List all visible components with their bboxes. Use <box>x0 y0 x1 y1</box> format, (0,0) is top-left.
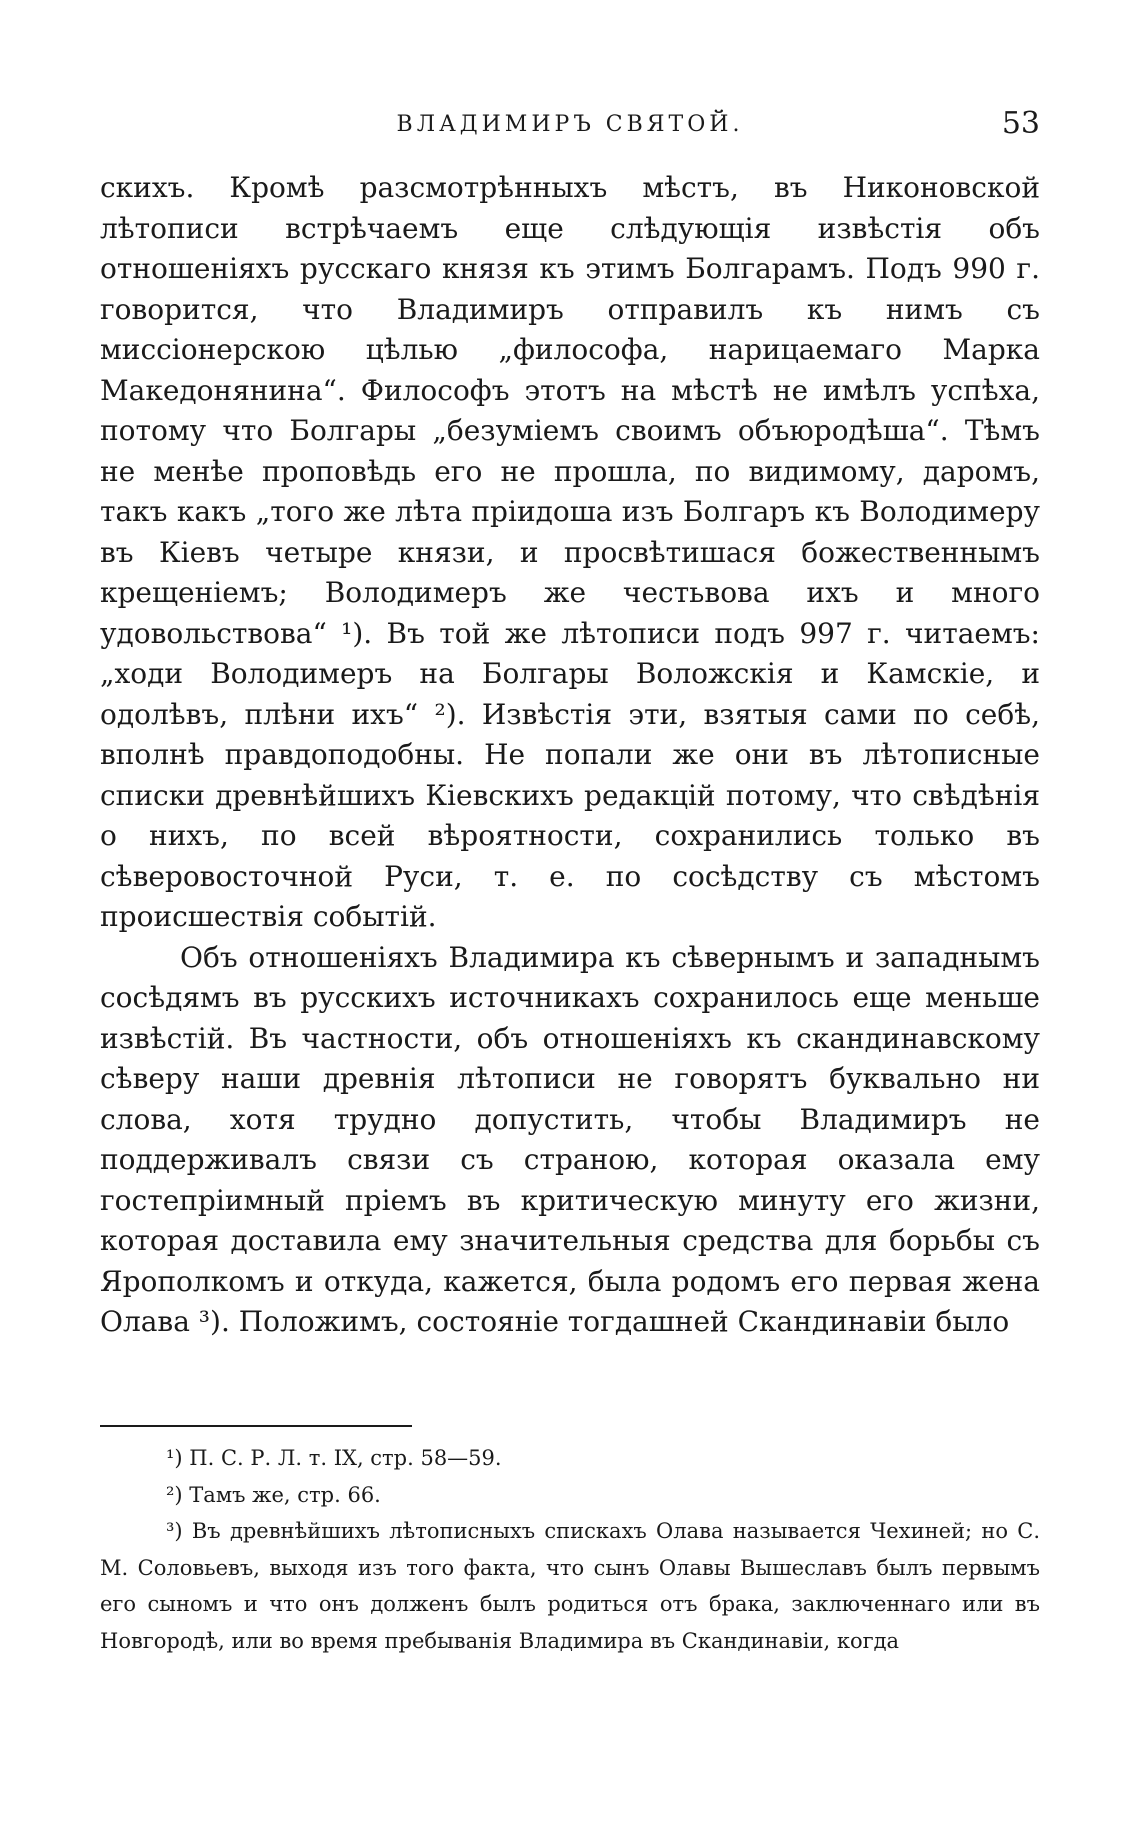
running-head <box>100 106 1040 152</box>
running-title: ВЛАДИМИРЪ СВЯТОЙ. <box>396 112 744 137</box>
footnote: ¹) П. С. Р. Л. т. IX, стр. 58—59. <box>166 1446 502 1470</box>
footnote-divider <box>100 1425 412 1427</box>
footnote: ²) Тамъ же, стр. 66. <box>166 1482 381 1507</box>
page-number: 53 <box>1001 106 1040 141</box>
footnotes <box>100 1440 1040 1659</box>
paragraph: скихъ. Кромѣ разсмотрѣнныхъ мѣстъ, въ Никоновской лѣтописи встрѣчаемъ еще слѣдующія извѣстія объ отношеніяхъ русскаго князя къ этимъ Болгарамъ. Подъ 990 г. говорится, что Владимиръ отправилъ къ нимъ съ миссіонерскою цѣлью „философа, нарицаемаго Марка Македонянина“. Философъ этотъ на мѣстѣ не имѣлъ успѣха, потому что Болгары „безуміемъ своимъ объюродѣша“. Тѣмъ не менѣе проповѣдь его не прошла, по видимому, даромъ, такъ какъ „того же лѣта пріидоша изъ Болгаръ къ Володимеру въ Кіевъ четыре князи, и просвѣтишася божественнымъ крещеніемъ; Володимеръ же честьвова ихъ и много удовольствова“ ¹). Въ той же лѣтописи подъ 997 г. читаемъ: „ходи Володимеръ на Болгары Воложскія и Камскіе, и одолѣвъ, плѣни ихъ“ ²). Извѣстія эти, взятыя сами по себѣ, вполнѣ правдоподобны. Не попали же они въ лѣтописные списки древнѣйшихъ Кіевскихъ редакцій потому, что свѣдѣнія о нихъ, по всей вѣроятности, сохранились только въ сѣверовосточной Руси, т. е. по сосѣдству съ мѣстомъ происшествія событій. <box>100 171 1040 933</box>
footnote: ³) Въ древнѣйшихъ лѣтописныхъ спискахъ Олава называется Чехиней; но С. М. Соловьевъ, выходя изъ того факта, что сынъ Олавы Вышеславъ былъ первымъ его сыномъ и что онъ долженъ былъ родиться отъ брака, заключеннаго или въ Новгородѣ, или во время пребыванія Владимира въ Скандинавіи, когда <box>100 1519 1040 1653</box>
paragraph: Объ отношеніяхъ Владимира къ сѣвернымъ и западнымъ сосѣдямъ въ русскихъ источникахъ сохранилось еще меньше извѣстій. Въ частности, объ отношеніяхъ къ скандинавскому сѣверу наши древнія лѣтописи не говорятъ буквально ни слова, хотя трудно допустить, чтобы Владимиръ не поддерживалъ связи съ страною, которая оказала ему гостепріимный пріемъ въ критическую минуту его жизни, которая доставила ему значительныя средства для борьбы съ Ярополкомъ и откуда, кажется, была родомъ его первая жена Олава ³). Положимъ, состояніе тогдашней Скандинавіи было <box>100 940 1040 1338</box>
body-text <box>100 168 1040 1343</box>
